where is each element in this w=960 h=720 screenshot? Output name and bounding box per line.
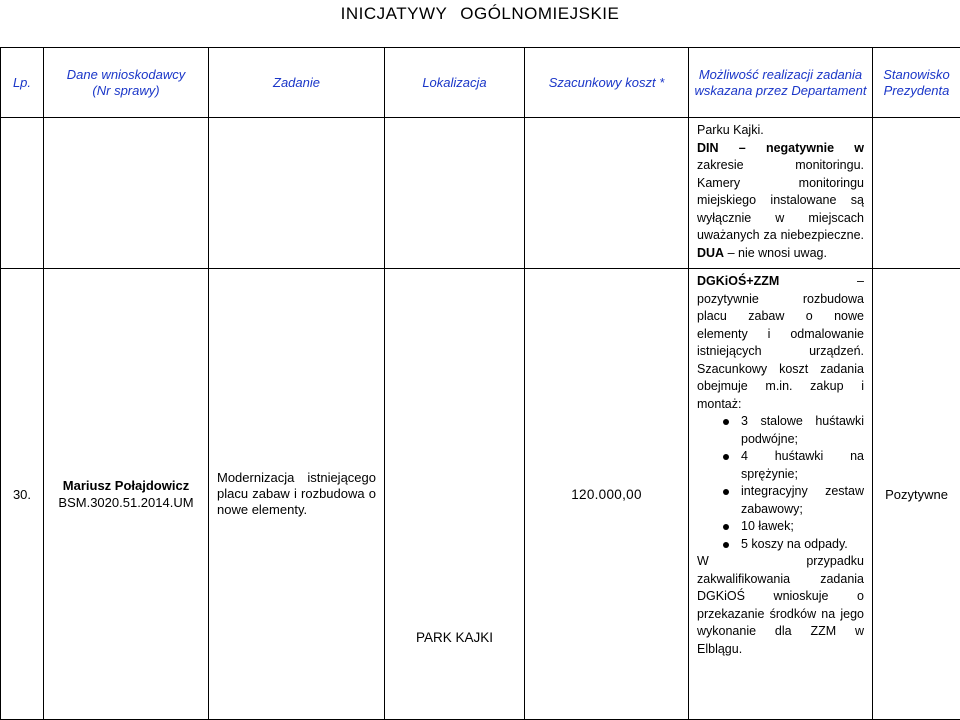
feas-head-code: DGKiOŚ+ZZM	[697, 274, 779, 288]
page-title: INICJATYWY OGÓLNOMIEJSKIE	[0, 4, 960, 24]
din-rest: – negatywnie w	[739, 141, 864, 155]
feas-line: Elblągu.	[697, 641, 864, 659]
dua-code: DUA	[697, 246, 724, 260]
cont-line: Parku Kajki.	[697, 122, 864, 140]
list-item	[717, 448, 864, 483]
initiatives-table	[0, 47, 960, 720]
header-feasibility	[689, 48, 873, 118]
header-position-line1: Stanowisko	[873, 67, 960, 83]
feas-line: wykonanie dla ZZM w	[697, 623, 864, 641]
item-line: 10 ławek;	[741, 518, 864, 536]
applicant-name: Mariusz Połajdowicz	[44, 477, 208, 494]
feas-line: zakwalifikowania zadania	[697, 571, 864, 589]
item-line: zabawowy;	[741, 501, 864, 519]
header-task: Zadanie	[209, 48, 385, 118]
feas-line: placu zabaw o nowe	[697, 308, 864, 326]
feas-head-dash: –	[857, 274, 864, 288]
case-number: BSM.3020.51.2014.UM	[44, 494, 208, 511]
bullet-icon	[723, 454, 729, 460]
feas-line: istniejących urządzeń.	[697, 343, 864, 361]
row-cost: 120.000,00	[525, 269, 689, 720]
header-applicant-line1: Dane wnioskodawcy	[44, 67, 208, 83]
item-line: sprężynie;	[741, 466, 864, 484]
feas-line	[697, 273, 864, 291]
table-row	[1, 269, 960, 720]
feas-line: obejmuje m.in. zakup i	[697, 378, 864, 396]
equipment-list	[697, 413, 864, 553]
dua-rest: – nie wnosi uwag.	[728, 246, 827, 260]
cont-line	[697, 140, 864, 158]
row-applicant	[44, 269, 209, 720]
list-item	[717, 536, 864, 554]
header-position	[873, 48, 960, 118]
header-row	[1, 48, 960, 118]
list-item	[717, 413, 864, 448]
feas-line: DGKiOŚ wnioskuje o	[697, 588, 864, 606]
row-feasibility	[689, 269, 873, 720]
list-item	[717, 518, 864, 536]
cont-line: miejskiego instalowane są	[697, 192, 864, 210]
cont-line: zakresie monitoringu.	[697, 157, 864, 175]
din-code: DIN	[697, 141, 719, 155]
row-location: PARK KAJKI	[385, 269, 525, 720]
header-applicant-line2: (Nr sprawy)	[44, 83, 208, 99]
header-feasibility-line2: wskazana przez Departament	[689, 83, 872, 99]
feas-line: elementy i odmalowanie	[697, 326, 864, 344]
item-line: podwójne;	[741, 431, 864, 449]
item-line: 3 stalowe huśtawki	[741, 413, 864, 431]
bullet-icon	[723, 524, 729, 530]
header-position-line2: Prezydenta	[873, 83, 960, 99]
header-feasibility-line1: Możliwość realizacji zadania	[689, 67, 872, 83]
header-lp: Lp.	[1, 48, 44, 118]
bullet-icon	[723, 419, 729, 425]
bullet-icon	[723, 489, 729, 495]
item-line: integracyjny zestaw	[741, 483, 864, 501]
cont-line	[697, 245, 864, 263]
feas-line: Szacunkowy koszt zadania	[697, 361, 864, 379]
header-location: Lokalizacja	[385, 48, 525, 118]
table-row-continuation	[1, 118, 960, 269]
row-lp: 30.	[1, 269, 44, 720]
cont-line: wyłącznie w miejscach	[697, 210, 864, 228]
header-cost: Szacunkowy koszt *	[525, 48, 689, 118]
item-line: 5 koszy na odpady.	[741, 536, 864, 554]
row-position: Pozytywne	[873, 269, 960, 720]
header-applicant	[44, 48, 209, 118]
feasibility-continuation	[689, 118, 873, 269]
feas-line: pozytywnie rozbudowa	[697, 291, 864, 309]
list-item	[717, 483, 864, 518]
cont-line: uważanych za niebezpieczne.	[697, 227, 864, 245]
feas-line: montaż:	[697, 396, 864, 414]
bullet-icon	[723, 542, 729, 548]
feas-line: W przypadku	[697, 553, 864, 571]
item-line: 4 huśtawki na	[741, 448, 864, 466]
cont-line: Kamery monitoringu	[697, 175, 864, 193]
row-task: Modernizacja istniejącego placu zabaw i rozbudowa o nowe elementy.	[209, 269, 385, 720]
feas-line: przekazanie środków na jego	[697, 606, 864, 624]
